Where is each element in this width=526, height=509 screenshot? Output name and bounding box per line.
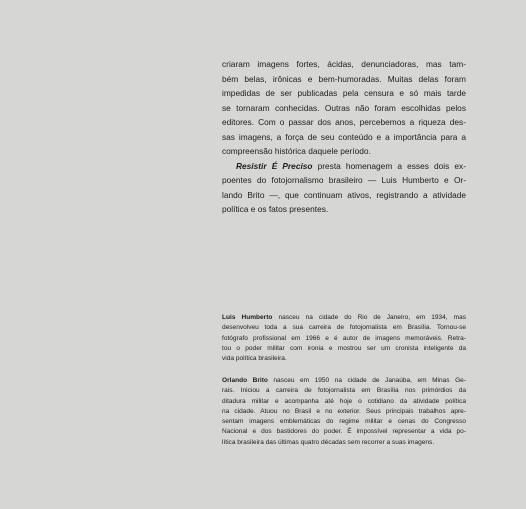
photographer-name: Orlando Brito [222,377,268,384]
text-line: sas imagens, a força de seu conteúdo e a importância para a [222,131,466,142]
text-line: ditadura militar e acompanha até hoje o cotidiano da atividade política [222,397,466,405]
text-line: se tornaram conhecidas. Outras não foram escolhidas pelos [222,102,466,113]
text-line: vida política brasileira. [222,355,287,363]
text-line: poentes do fotojornalismo brasileiro — Luis Humberto e Or- [222,175,466,185]
bio-luis-humberto [222,313,466,364]
text-line: na cidade. Atuou no Brasil e no exterior. Seus principais trabalhos apre- [222,407,466,415]
text-line: rais. Iniciou a carreira de fotojornalista em Brasília nos primórdios da [222,387,466,395]
text-line: desenvolveu toda a sua carreira de fotojornalista em Brasília. Tornou-se [222,324,466,332]
text-fragment: nasceu em 1950 na cidade de Janaúba, em Minas Ge- [267,377,466,384]
text-line: lítica brasileira das últimas quatro décadas sem recorrer a suas imagens. [222,438,435,446]
main-text-block [222,57,466,217]
text-line: política e os fatos presentes. [222,204,329,214]
book-title: Resistir É Preciso [236,160,313,171]
text-line [222,376,466,386]
text-line: sentam imagens emblemáticas do regime militar e cenas do Congresso [222,418,466,426]
text-line [222,313,466,323]
text-line: editores. Com o passar dos anos, percebemos a riqueza des- [222,117,466,127]
text-line: Nacional e dos bastidores do poder. É impossível representar a vida po- [222,428,466,436]
text-line: compreensão histórica daquele período. [222,146,371,156]
text-line: fotógrafo profissional em 1966 e é autor de imagens memoráveis. Retra- [222,334,466,342]
text-line: lando Brito —, que continuam ativos, registrando a atividade [222,189,466,200]
bio-orlando-brito [222,376,466,448]
text-line: tou o poder militar com ironia e mostrou ser um cronista inteligente da [222,344,466,352]
text-line: criaram imagens fortes, ácidas, denunciadoras, mas tam- [222,59,466,69]
text-fragment: nasceu na cidade do Rio de Janeiro, em 1934, mas [272,314,466,321]
photographer-name: Luis Humberto [222,314,273,321]
text-line: impedidas de ser publicadas pela censura e só mais tarde [222,88,466,98]
text-line: bém belas, irônicas e bem-humoradas. Muitas delas foram [222,73,466,84]
text-fragment: presta homenagem a esses dois ex- [312,160,466,171]
text-line [222,159,466,174]
